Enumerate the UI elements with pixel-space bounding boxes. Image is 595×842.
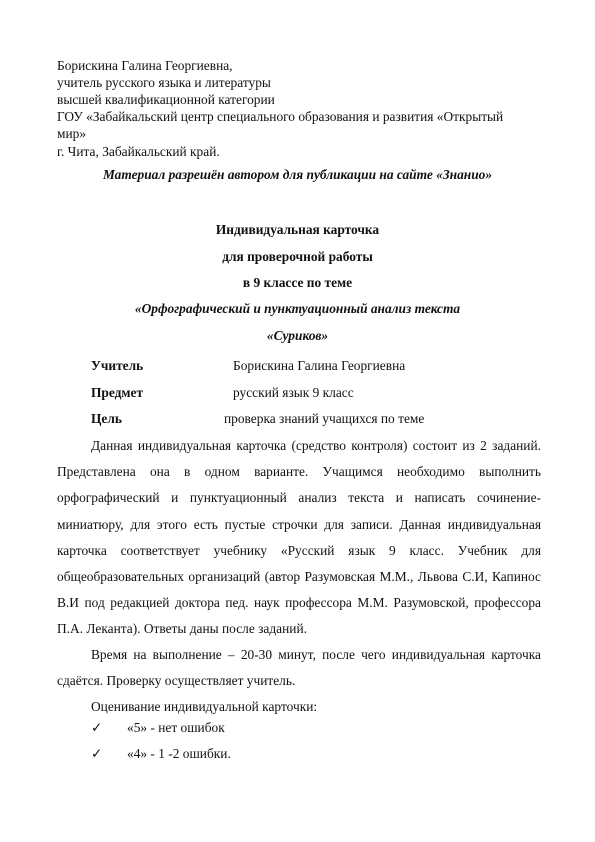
title-line-1: Индивидуальная карточка: [215, 222, 380, 237]
author-category: высшей квалификационной категории: [57, 92, 275, 107]
organization-line-2: мир»: [57, 126, 87, 141]
time-paragraph: Время на выполнение – 20-30 минут, после чего индивидуальная карточка сдаётся. Проверку осуществляет учитель.: [57, 647, 541, 689]
author-position: учитель русского языка и литературы: [57, 75, 271, 90]
title-line-5: «Суриков»: [266, 328, 329, 343]
checkmark-icon: ✓: [91, 720, 103, 735]
grading-heading: Оценивание индивидуальной карточки:: [91, 699, 318, 714]
title-line-4: «Орфографический и пунктуационный анализ текста: [134, 301, 461, 316]
teacher-label: Учитель: [91, 358, 144, 373]
checkmark-icon: ✓: [91, 746, 103, 761]
title-line-3: в 9 классе по теме: [242, 275, 353, 290]
grading-item: [91, 720, 225, 736]
grading-item: [91, 746, 231, 762]
teacher-value: Борискина Галина Георгиевна: [233, 358, 406, 373]
author-city: г. Чита, Забайкальский край.: [57, 144, 220, 159]
subject-label: Предмет: [91, 385, 144, 400]
grading-item-text: «4» - 1 -2 ошибки.: [127, 746, 231, 761]
goal-value: проверка знаний учащихся по теме: [224, 411, 425, 426]
publication-permission: Материал разрешён автором для публикации на сайте «Знанио»: [102, 167, 493, 182]
title-line-2: для проверочной работы: [222, 249, 373, 264]
author-name: Борискина Галина Георгиевна,: [57, 58, 233, 73]
grading-item-text: «5» - нет ошибок: [127, 720, 225, 735]
goal-label: Цель: [91, 411, 122, 426]
organization-line-1: ГОУ «Забайкальский центр специального образования и развития «Открытый: [57, 109, 504, 124]
subject-value: русский язык 9 класс: [233, 385, 354, 400]
description-paragraph: Данная индивидуальная карточка (средство контроля) состоит из 2 заданий. Представлена она в одном варианте. Учащимся необходимо выполнить орфографический и пунктуационный анализ текста и написать сочинение-миниатюру, для этого есть пустые строчки для записи. Данная индивидуальная карточка соответствует учебнику «Русский язык 9 класс. Учебник для общеобразовательных организаций (автор Разумовская М.М., Львова С.И, Капинос В.И под редакцией доктора пед. наук профессора М.М. Разумовской, профессора П.А. Леканта). Ответы даны после заданий.: [57, 438, 541, 637]
